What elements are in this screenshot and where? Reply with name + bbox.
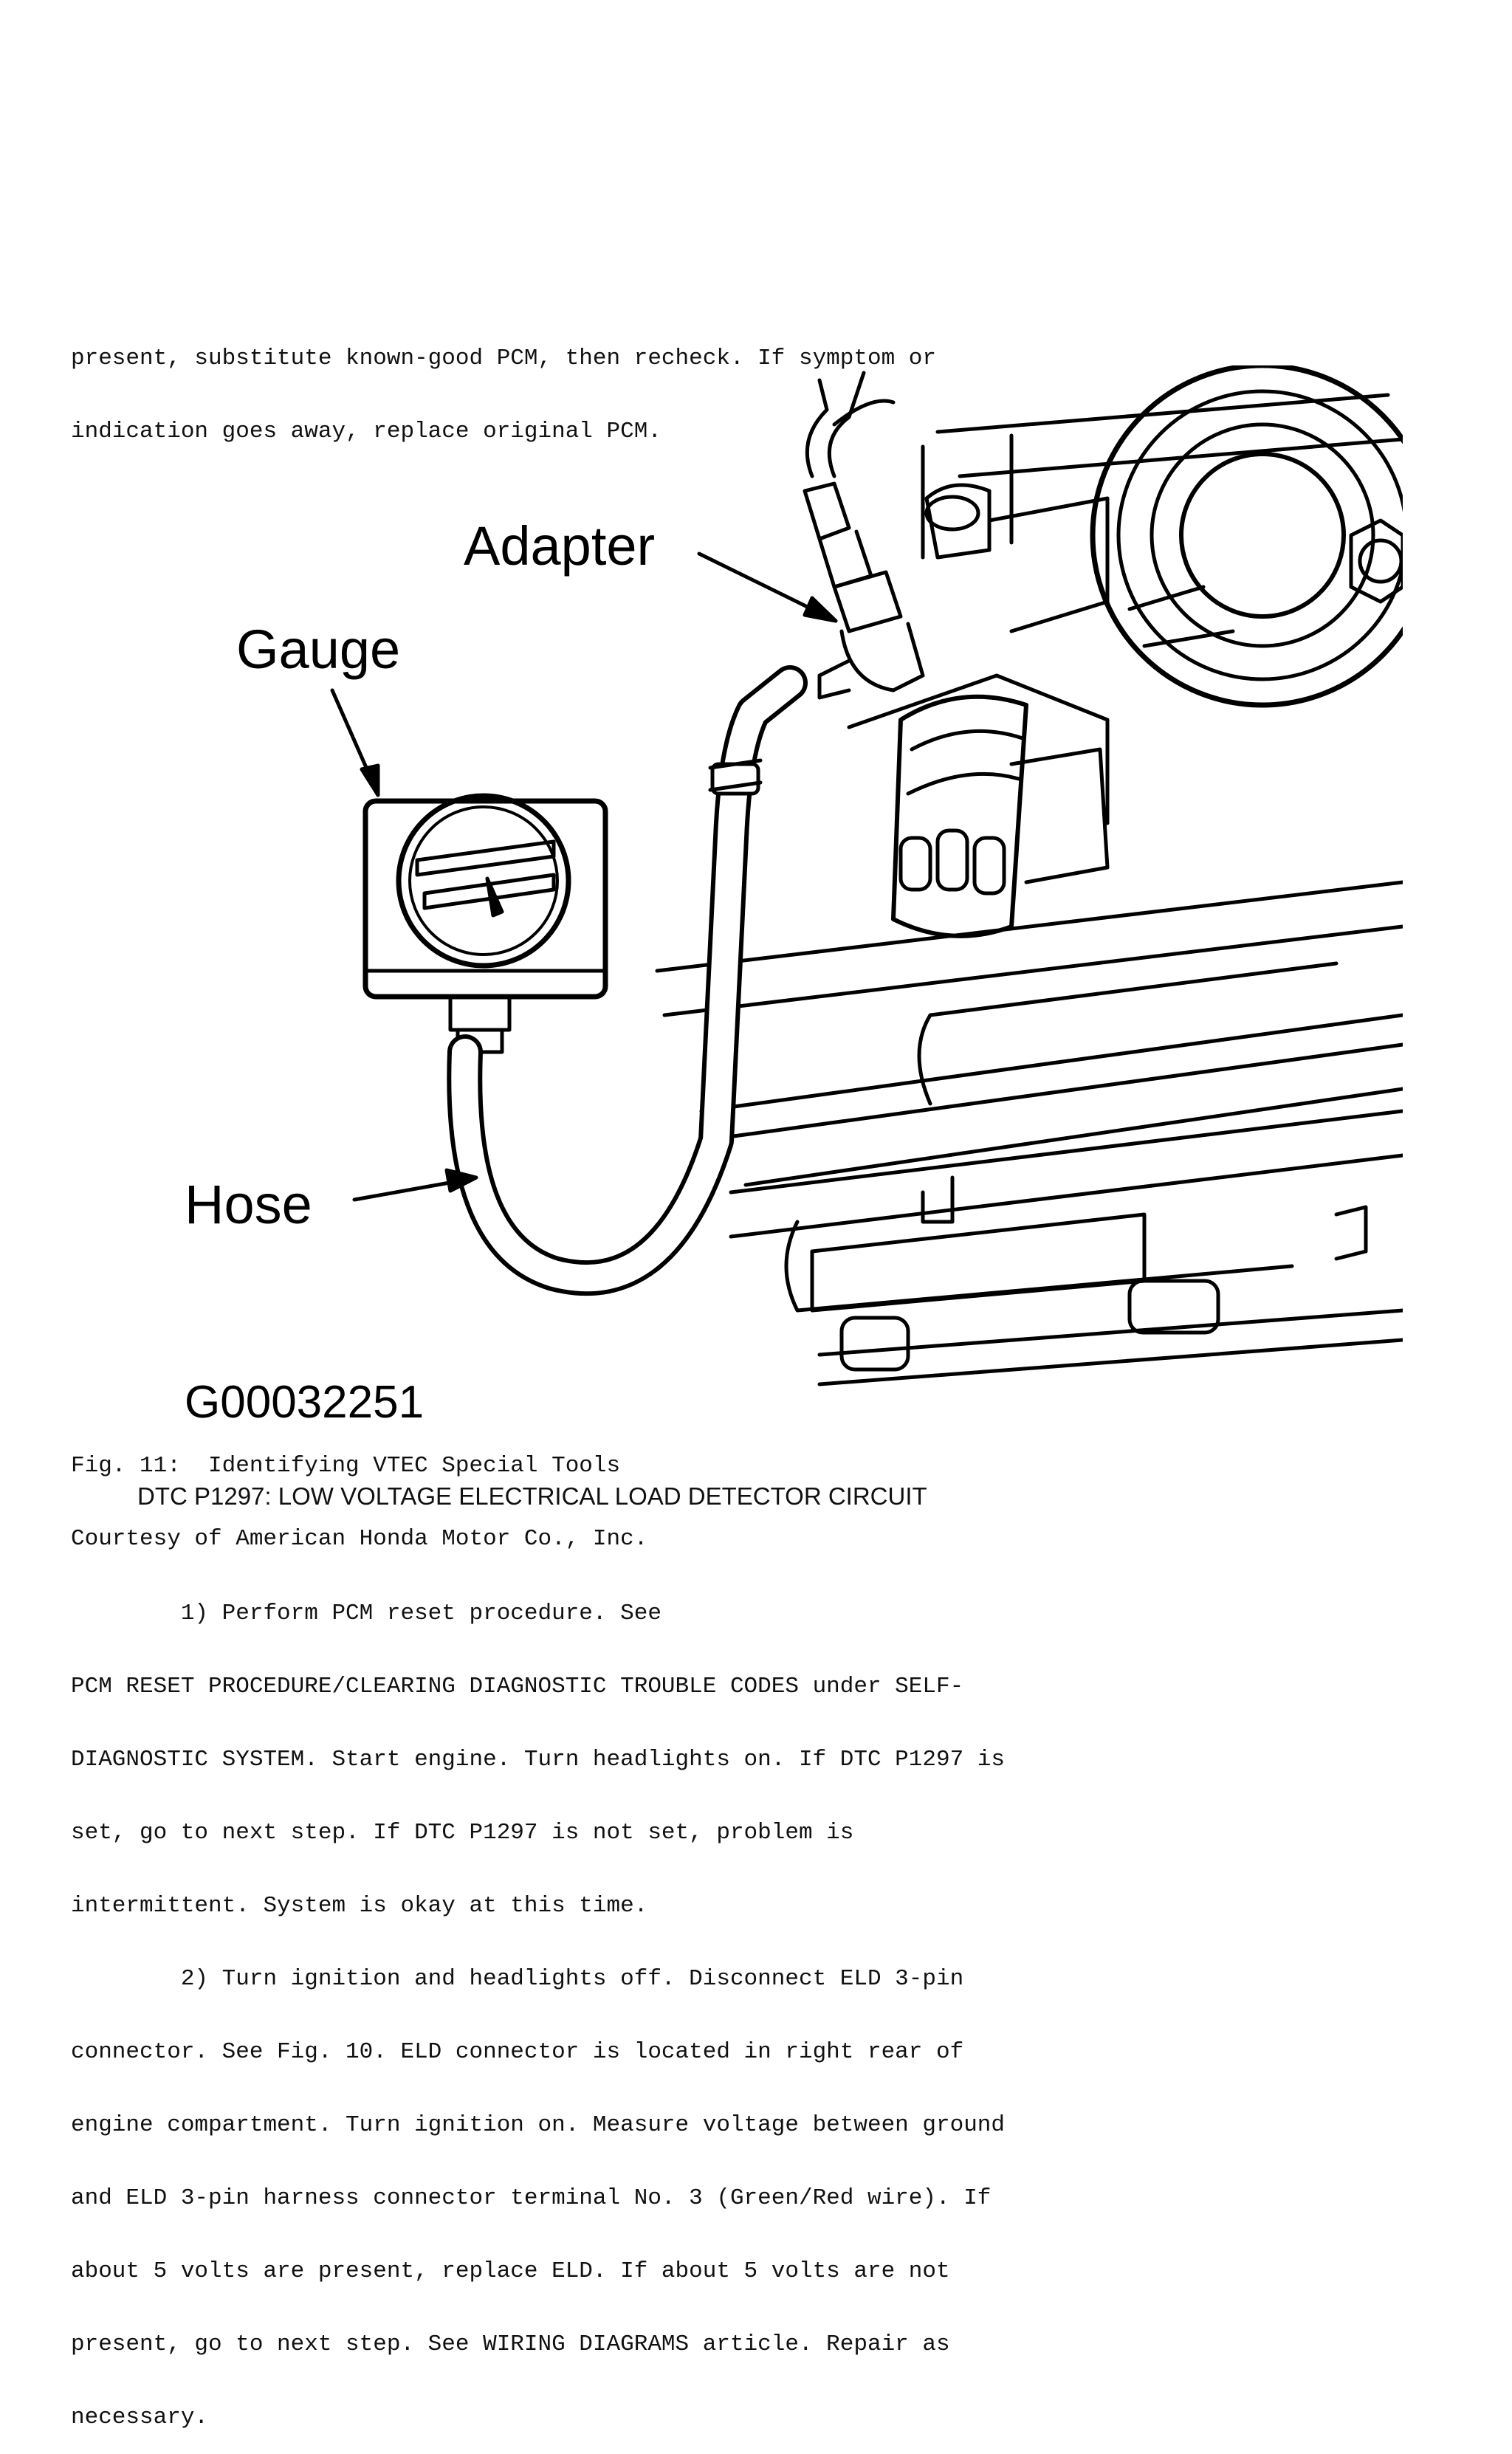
text-line: PCM RESET PROCEDURE/CLEARING DIAGNOSTIC TROUBLE CODES under SELF- bbox=[71, 1674, 964, 1699]
caption-title: Fig. 11: Identifying VTEC Special Tools bbox=[71, 1453, 621, 1479]
text-line: present, go to next step. See WIRING DIAGRAMS article. Repair as bbox=[71, 2331, 950, 2357]
label-hose: Hose bbox=[185, 1174, 312, 1235]
label-gauge: Gauge bbox=[236, 619, 401, 680]
text-line: intermittent. System is okay at this time. bbox=[71, 1893, 648, 1919]
text-line: indication goes away, replace original PCM. bbox=[71, 419, 662, 444]
text-line: set, go to next step. If DTC P1297 is not set, problem is bbox=[71, 1820, 854, 1846]
text-line: 1) Perform PCM reset procedure. See bbox=[71, 1601, 662, 1626]
text-line: about 5 volts are present, replace ELD. If about 5 volts are not bbox=[71, 2258, 950, 2284]
text-line: 2) Turn ignition and headlights off. Disconnect ELD 3-pin bbox=[71, 1966, 964, 1992]
text-line: necessary. bbox=[71, 2405, 209, 2430]
caption-courtesy: Courtesy of American Honda Motor Co., Inc. bbox=[71, 1526, 648, 1552]
text-line: connector. See Fig. 10. ELD connector is located in right rear of bbox=[71, 2039, 964, 2065]
graphic-id: G00032251 bbox=[185, 1377, 425, 1428]
text-line: DIAGNOSTIC SYSTEM. Start engine. Turn headlights on. If DTC P1297 is bbox=[71, 1747, 1006, 1773]
section-heading: DTC P1297: LOW VOLTAGE ELECTRICAL LOAD DETECTOR CIRCUIT bbox=[137, 1482, 927, 1510]
text-line: and ELD 3-pin harness connector terminal No. 3 (Green/Red wire). If bbox=[71, 2185, 992, 2211]
label-adapter: Adapter bbox=[464, 515, 656, 577]
engine-illustration bbox=[657, 365, 1403, 1384]
gauge-illustration bbox=[365, 796, 605, 1052]
text-line: engine compartment. Turn ignition on. Measure voltage between ground bbox=[71, 2112, 1006, 2138]
section-body bbox=[71, 1553, 1005, 2454]
hose-illustration bbox=[464, 683, 790, 1278]
text-line: present, substitute known-good PCM, then recheck. If symptom or bbox=[71, 346, 936, 371]
figure-vtec-tools bbox=[185, 365, 1403, 1429]
